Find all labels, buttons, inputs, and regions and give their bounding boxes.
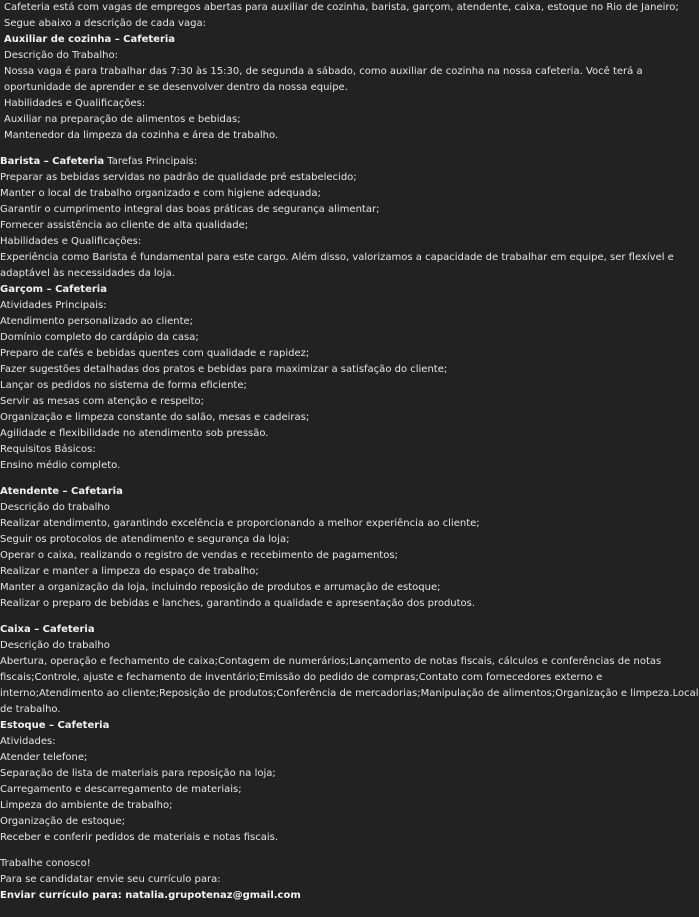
caixa-line: interno;Atendimento ao cliente;Reposição de produtos;Conferência de mercadorias;Manipulação de alimentos;Organização e limpeza.Local <box>0 688 699 699</box>
atendente-title: Atendente – Cafetaria <box>0 486 123 497</box>
caixa-line: de trabalho. <box>0 704 61 715</box>
atendente-desc-label: Descrição do trabalho <box>0 502 110 513</box>
list-item: Domínio completo do cardápio da casa; <box>0 332 199 343</box>
caixa-title: Caixa – Cafeteria <box>0 624 95 635</box>
garcom-title: Garçom – Cafeteria <box>0 284 107 295</box>
list-item: Agilidade e flexibilidade no atendimento sob pressão. <box>0 428 269 439</box>
list-item: Realizar atendimento, garantindo excelência e proporcionando a melhor experiência ao cliente; <box>0 518 480 529</box>
email-line[interactable]: Enviar currículo para: natalia.grupotenaz@gmail.com <box>0 890 301 901</box>
list-item: Mantenedor da limpeza da cozinha e área de trabalho. <box>4 130 279 141</box>
footer-line-2: Para se candidatar envie seu currículo para: <box>0 874 221 885</box>
list-item: Seguir os protocolos de atendimento e segurança da loja; <box>0 534 290 545</box>
garcom-activities-label: Atividades Principais: <box>0 300 107 311</box>
list-item: Manter o local de trabalho organizado e com higiene adequada; <box>0 188 321 199</box>
barista-skills-1: Experiência como Barista é fundamental para este cargo. Além disso, valorizamos a capacidade de trabalhar em equipe, ser flexível e <box>0 252 674 263</box>
list-item: Limpeza do ambiente de trabalho; <box>0 800 173 811</box>
list-item: Servir as mesas com atenção e respeito; <box>0 396 205 407</box>
barista-tasks-label: Tarefas Principais: <box>104 156 198 167</box>
list-item: Preparar as bebidas servidas no padrão de qualidade pré estabelecido; <box>0 172 357 183</box>
caixa-line: fiscais;Controle, ajuste e fechamento de inventário;Emissão do pedido de compras;Contato com fornecedores externo e <box>0 672 603 683</box>
auxiliar-title: Auxiliar de cozinha – Cafeteria <box>4 34 176 45</box>
caixa-desc-label: Descrição do trabalho <box>0 640 110 651</box>
footer-line-1: Trabalhe conosco! <box>0 858 91 869</box>
list-item: Receber e conferir pedidos de materiais e notas fiscais. <box>0 832 279 843</box>
auxiliar-skills-label: Habilidades e Qualificações: <box>4 98 146 109</box>
caixa-line: Abertura, operação e fechamento de caixa;Contagem de numerários;Lançamento de notas fiscais, cálculos e conferências de notas <box>0 656 662 667</box>
list-item: Manter a organização da loja, incluindo reposição de produtos e arrumação de estoque; <box>0 582 441 593</box>
list-item: Garantir o cumprimento integral das boas práticas de segurança alimentar; <box>0 204 380 215</box>
list-item: Operar o caixa, realizando o registro de vendas e recebimento de pagamentos; <box>0 550 398 561</box>
estoque-activities-label: Atividades: <box>0 736 56 747</box>
list-item: Realizar e manter a limpeza do espaço de trabalho; <box>0 566 259 577</box>
garcom-req-1: Ensino médio completo. <box>0 460 121 471</box>
list-item: Lançar os pedidos no sistema de forma eficiente; <box>0 380 247 391</box>
list-item: Fornecer assistência ao cliente de alta qualidade; <box>0 220 249 231</box>
list-item: Preparo de cafés e bebidas quentes com qualidade e rapidez; <box>0 348 310 359</box>
list-item: Realizar o preparo de bebidas e lanches, garantindo a qualidade e apresentação dos produtos. <box>0 598 476 609</box>
barista-heading <box>0 154 620 170</box>
estoque-title: Estoque – Cafeteria <box>0 720 110 731</box>
list-item: Atendimento personalizado ao cliente; <box>0 316 194 327</box>
list-item: Carregamento e descarregamento de materiais; <box>0 784 242 795</box>
intro-line-2: Segue abaixo a descrição de cada vaga: <box>4 18 206 29</box>
list-item: Auxiliar na preparação de alimentos e bebidas; <box>4 114 241 125</box>
auxiliar-desc-2: oportunidade de aprender e se desenvolver dentro da nossa equipe. <box>4 82 348 93</box>
list-item: Fazer sugestões detalhadas dos pratos e bebidas para maximizar a satisfação do cliente; <box>0 364 448 375</box>
barista-title: Barista – Cafeteria <box>0 156 105 167</box>
list-item: Atender telefone; <box>0 752 88 763</box>
intro-line-1: Cafeteria está com vagas de empregos abertas para auxiliar de cozinha, barista, garçom, atendente, caixa, estoque no Rio de Janeiro; <box>4 2 679 13</box>
barista-skills-2: adaptável às necessidades da loja. <box>0 268 175 279</box>
list-item: Organização de estoque; <box>0 816 125 827</box>
barista-skills-label: Habilidades e Qualificações: <box>0 236 142 247</box>
list-item: Organização e limpeza constante do salão, mesas e cadeiras; <box>0 412 310 423</box>
garcom-req-label: Requisitos Básicos: <box>0 444 96 455</box>
list-item: Separação de lista de materiais para reposição na loja; <box>0 768 276 779</box>
auxiliar-desc-label: Descrição do Trabalho: <box>4 50 118 61</box>
auxiliar-desc-1: Nossa vaga é para trabalhar das 7:30 às 15:30, de segunda a sábado, como auxiliar de cozinha na nossa cafeteria. Você terá a <box>4 66 643 77</box>
